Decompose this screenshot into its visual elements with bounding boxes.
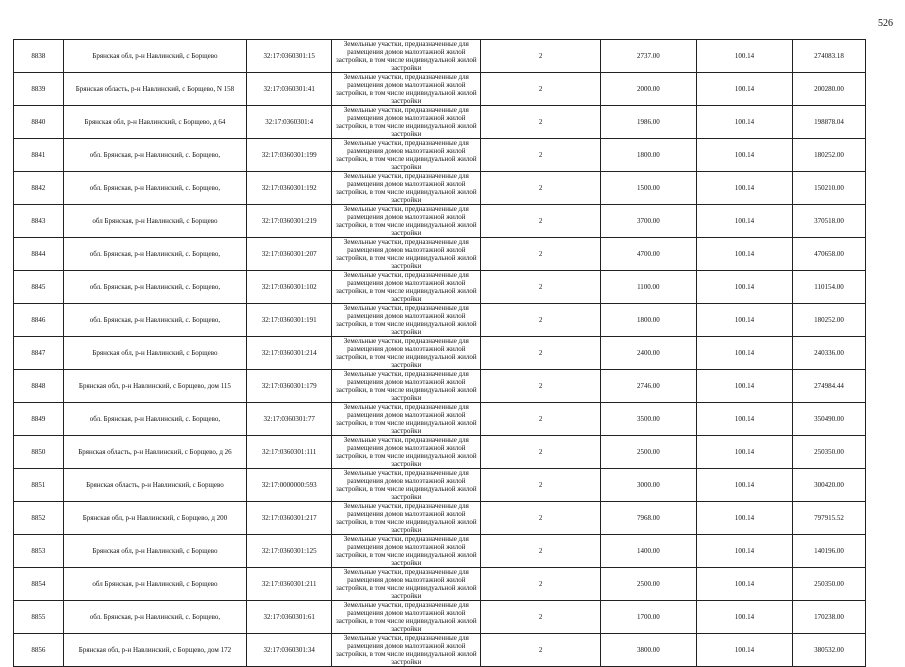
land-registry-table xyxy=(13,39,866,667)
page-number: 526 xyxy=(878,18,893,29)
address-cell: обл. Брянская, р-н Навлинский, с. Борщево, xyxy=(63,172,246,205)
row-number-cell: 8856 xyxy=(14,634,64,667)
cadastral-number-cell: 32:17:0360301:191 xyxy=(247,304,332,337)
cadastral-value-cell: 170238.00 xyxy=(793,601,866,634)
area-cell: 2746.00 xyxy=(600,370,696,403)
area-cell: 3800.00 xyxy=(600,634,696,667)
row-number-cell: 8852 xyxy=(14,502,64,535)
table-body xyxy=(14,40,866,667)
group-cell: 2 xyxy=(481,568,600,601)
table-row xyxy=(14,106,866,139)
cadastral-value-cell: 274984.44 xyxy=(793,370,866,403)
cadastral-number-cell: 32:17:0360301:211 xyxy=(247,568,332,601)
cadastral-value-cell: 150210.00 xyxy=(793,172,866,205)
table-row xyxy=(14,634,866,667)
land-category-cell: Земельные участки, предназначенные для размещения домов малоэтажной жилой застройки, в том числе индивидуальной жилой застройки xyxy=(332,271,481,304)
specific-value-cell: 100.14 xyxy=(696,403,792,436)
specific-value-cell: 100.14 xyxy=(696,238,792,271)
table-row xyxy=(14,436,866,469)
area-cell: 4700.00 xyxy=(600,238,696,271)
row-number-cell: 8848 xyxy=(14,370,64,403)
table-row xyxy=(14,205,866,238)
cadastral-value-cell: 140196.00 xyxy=(793,535,866,568)
address-cell: Брянская обл, р-н Навлинский, с Борщево xyxy=(63,40,246,73)
land-category-cell: Земельные участки, предназначенные для размещения домов малоэтажной жилой застройки, в том числе индивидуальной жилой застройки xyxy=(332,73,481,106)
area-cell: 1400.00 xyxy=(600,535,696,568)
row-number-cell: 8850 xyxy=(14,436,64,469)
specific-value-cell: 100.14 xyxy=(696,106,792,139)
row-number-cell: 8855 xyxy=(14,601,64,634)
cadastral-number-cell: 32:17:0000000:593 xyxy=(247,469,332,502)
group-cell: 2 xyxy=(481,601,600,634)
cadastral-number-cell: 32:17:0360301:219 xyxy=(247,205,332,238)
land-category-cell: Земельные участки, предназначенные для размещения домов малоэтажной жилой застройки, в том числе индивидуальной жилой застройки xyxy=(332,337,481,370)
address-cell: обл. Брянская, р-н Навлинский, с. Борщево, xyxy=(63,139,246,172)
specific-value-cell: 100.14 xyxy=(696,535,792,568)
address-cell: Брянская обл, р-н Навлинский, с Борщево, дом 115 xyxy=(63,370,246,403)
land-category-cell: Земельные участки, предназначенные для размещения домов малоэтажной жилой застройки, в том числе индивидуальной жилой застройки xyxy=(332,568,481,601)
cadastral-value-cell: 300420.00 xyxy=(793,469,866,502)
area-cell: 1700.00 xyxy=(600,601,696,634)
area-cell: 1986.00 xyxy=(600,106,696,139)
row-number-cell: 8849 xyxy=(14,403,64,436)
group-cell: 2 xyxy=(481,469,600,502)
address-cell: обл. Брянская, р-н Навлинский, с. Борщево, xyxy=(63,238,246,271)
land-category-cell: Земельные участки, предназначенные для размещения домов малоэтажной жилой застройки, в том числе индивидуальной жилой застройки xyxy=(332,469,481,502)
table-row xyxy=(14,172,866,205)
cadastral-number-cell: 32:17:0360301:102 xyxy=(247,271,332,304)
area-cell: 2000.00 xyxy=(600,73,696,106)
group-cell: 2 xyxy=(481,40,600,73)
cadastral-number-cell: 32:17:0360301:125 xyxy=(247,535,332,568)
cadastral-value-cell: 797915.52 xyxy=(793,502,866,535)
specific-value-cell: 100.14 xyxy=(696,601,792,634)
land-category-cell: Земельные участки, предназначенные для размещения домов малоэтажной жилой застройки, в том числе индивидуальной жилой застройки xyxy=(332,172,481,205)
cadastral-value-cell: 198878.04 xyxy=(793,106,866,139)
row-number-cell: 8842 xyxy=(14,172,64,205)
specific-value-cell: 100.14 xyxy=(696,502,792,535)
cadastral-number-cell: 32:17:0360301:34 xyxy=(247,634,332,667)
land-category-cell: Земельные участки, предназначенные для размещения домов малоэтажной жилой застройки, в том числе индивидуальной жилой застройки xyxy=(332,436,481,469)
specific-value-cell: 100.14 xyxy=(696,436,792,469)
cadastral-value-cell: 350490.00 xyxy=(793,403,866,436)
table-row xyxy=(14,271,866,304)
cadastral-value-cell: 200280.00 xyxy=(793,73,866,106)
specific-value-cell: 100.14 xyxy=(696,205,792,238)
table-row xyxy=(14,370,866,403)
group-cell: 2 xyxy=(481,634,600,667)
group-cell: 2 xyxy=(481,139,600,172)
land-category-cell: Земельные участки, предназначенные для размещения домов малоэтажной жилой застройки, в том числе индивидуальной жилой застройки xyxy=(332,601,481,634)
table-row xyxy=(14,40,866,73)
specific-value-cell: 100.14 xyxy=(696,469,792,502)
group-cell: 2 xyxy=(481,304,600,337)
area-cell: 2737.00 xyxy=(600,40,696,73)
specific-value-cell: 100.14 xyxy=(696,634,792,667)
cadastral-value-cell: 110154.00 xyxy=(793,271,866,304)
area-cell: 3500.00 xyxy=(600,403,696,436)
cadastral-value-cell: 380532.00 xyxy=(793,634,866,667)
row-number-cell: 8838 xyxy=(14,40,64,73)
land-category-cell: Земельные участки, предназначенные для размещения домов малоэтажной жилой застройки, в том числе индивидуальной жилой застройки xyxy=(332,370,481,403)
group-cell: 2 xyxy=(481,403,600,436)
row-number-cell: 8841 xyxy=(14,139,64,172)
address-cell: обл. Брянская, р-н Навлинский, с. Борщево, xyxy=(63,403,246,436)
group-cell: 2 xyxy=(481,106,600,139)
cadastral-number-cell: 32:17:0360301:77 xyxy=(247,403,332,436)
address-cell: обл. Брянская, р-н Навлинский, с. Борщево, xyxy=(63,601,246,634)
cadastral-number-cell: 32:17:0360301:207 xyxy=(247,238,332,271)
specific-value-cell: 100.14 xyxy=(696,73,792,106)
cadastral-value-cell: 180252.00 xyxy=(793,139,866,172)
address-cell: Брянская область, р-н Навлинский, с Борщево xyxy=(63,469,246,502)
group-cell: 2 xyxy=(481,73,600,106)
table-row xyxy=(14,601,866,634)
table-row xyxy=(14,535,866,568)
table-row xyxy=(14,337,866,370)
cadastral-value-cell: 240336.00 xyxy=(793,337,866,370)
row-number-cell: 8847 xyxy=(14,337,64,370)
table-row xyxy=(14,502,866,535)
cadastral-number-cell: 32:17:0360301:61 xyxy=(247,601,332,634)
address-cell: Брянская обл, р-н Навлинский, с Борщево, дом 172 xyxy=(63,634,246,667)
group-cell: 2 xyxy=(481,172,600,205)
cadastral-value-cell: 180252.00 xyxy=(793,304,866,337)
area-cell: 1500.00 xyxy=(600,172,696,205)
cadastral-number-cell: 32:17:0360301:192 xyxy=(247,172,332,205)
specific-value-cell: 100.14 xyxy=(696,172,792,205)
cadastral-value-cell: 470658.00 xyxy=(793,238,866,271)
group-cell: 2 xyxy=(481,337,600,370)
area-cell: 1800.00 xyxy=(600,304,696,337)
cadastral-number-cell: 32:17:0360301:214 xyxy=(247,337,332,370)
table-row xyxy=(14,469,866,502)
area-cell: 3000.00 xyxy=(600,469,696,502)
address-cell: обл Брянская, р-н Навлинский, с Борщево xyxy=(63,568,246,601)
row-number-cell: 8854 xyxy=(14,568,64,601)
group-cell: 2 xyxy=(481,238,600,271)
group-cell: 2 xyxy=(481,370,600,403)
group-cell: 2 xyxy=(481,436,600,469)
cadastral-number-cell: 32:17:0360301:15 xyxy=(247,40,332,73)
area-cell: 2500.00 xyxy=(600,436,696,469)
specific-value-cell: 100.14 xyxy=(696,271,792,304)
table-row xyxy=(14,73,866,106)
row-number-cell: 8840 xyxy=(14,106,64,139)
cadastral-number-cell: 32:17:0360301:199 xyxy=(247,139,332,172)
land-category-cell: Земельные участки, предназначенные для размещения домов малоэтажной жилой застройки, в том числе индивидуальной жилой застройки xyxy=(332,106,481,139)
address-cell: обл. Брянская, р-н Навлинский, с. Борщево, xyxy=(63,304,246,337)
land-category-cell: Земельные участки, предназначенные для размещения домов малоэтажной жилой застройки, в том числе индивидуальной жилой застройки xyxy=(332,535,481,568)
specific-value-cell: 100.14 xyxy=(696,370,792,403)
row-number-cell: 8846 xyxy=(14,304,64,337)
group-cell: 2 xyxy=(481,271,600,304)
cadastral-value-cell: 274083.18 xyxy=(793,40,866,73)
land-category-cell: Земельные участки, предназначенные для размещения домов малоэтажной жилой застройки, в том числе индивидуальной жилой застройки xyxy=(332,403,481,436)
specific-value-cell: 100.14 xyxy=(696,139,792,172)
land-category-cell: Земельные участки, предназначенные для размещения домов малоэтажной жилой застройки, в том числе индивидуальной жилой застройки xyxy=(332,634,481,667)
table-row xyxy=(14,403,866,436)
address-cell: обл Брянская, р-н Навлинский, с Борщево xyxy=(63,205,246,238)
address-cell: Брянская обл, р-н Навлинский, с Борщево xyxy=(63,535,246,568)
group-cell: 2 xyxy=(481,205,600,238)
group-cell: 2 xyxy=(481,502,600,535)
land-category-cell: Земельные участки, предназначенные для размещения домов малоэтажной жилой застройки, в том числе индивидуальной жилой застройки xyxy=(332,139,481,172)
address-cell: обл. Брянская, р-н Навлинский, с. Борщево, xyxy=(63,271,246,304)
area-cell: 7968.00 xyxy=(600,502,696,535)
land-category-cell: Земельные участки, предназначенные для размещения домов малоэтажной жилой застройки, в том числе индивидуальной жилой застройки xyxy=(332,304,481,337)
specific-value-cell: 100.14 xyxy=(696,40,792,73)
land-category-cell: Земельные участки, предназначенные для размещения домов малоэтажной жилой застройки, в том числе индивидуальной жилой застройки xyxy=(332,205,481,238)
area-cell: 2500.00 xyxy=(600,568,696,601)
table-row xyxy=(14,304,866,337)
address-cell: Брянская обл, р-н Навлинский, с Борщево, д 200 xyxy=(63,502,246,535)
address-cell: Брянская область, р-н Навлинский, с Борщево, N 158 xyxy=(63,73,246,106)
table-row xyxy=(14,238,866,271)
specific-value-cell: 100.14 xyxy=(696,337,792,370)
group-cell: 2 xyxy=(481,535,600,568)
area-cell: 3700.00 xyxy=(600,205,696,238)
row-number-cell: 8845 xyxy=(14,271,64,304)
table-row xyxy=(14,139,866,172)
cadastral-value-cell: 250350.00 xyxy=(793,436,866,469)
cadastral-number-cell: 32:17:0360301:41 xyxy=(247,73,332,106)
address-cell: Брянская обл, р-н Навлинский, с Борщево xyxy=(63,337,246,370)
cadastral-number-cell: 32:17:0360301:217 xyxy=(247,502,332,535)
specific-value-cell: 100.14 xyxy=(696,568,792,601)
row-number-cell: 8853 xyxy=(14,535,64,568)
address-cell: Брянская область, р-н Навлинский, с Борщево, д 26 xyxy=(63,436,246,469)
land-category-cell: Земельные участки, предназначенные для размещения домов малоэтажной жилой застройки, в том числе индивидуальной жилой застройки xyxy=(332,40,481,73)
row-number-cell: 8844 xyxy=(14,238,64,271)
area-cell: 1100.00 xyxy=(600,271,696,304)
row-number-cell: 8843 xyxy=(14,205,64,238)
cadastral-value-cell: 250350.00 xyxy=(793,568,866,601)
address-cell: Брянская обл, р-н Навлинский, с Борщево, д 64 xyxy=(63,106,246,139)
cadastral-value-cell: 370518.00 xyxy=(793,205,866,238)
row-number-cell: 8851 xyxy=(14,469,64,502)
cadastral-number-cell: 32:17:0360301:111 xyxy=(247,436,332,469)
cadastral-number-cell: 32:17:0360301:4 xyxy=(247,106,332,139)
specific-value-cell: 100.14 xyxy=(696,304,792,337)
row-number-cell: 8839 xyxy=(14,73,64,106)
area-cell: 1800.00 xyxy=(600,139,696,172)
land-category-cell: Земельные участки, предназначенные для размещения домов малоэтажной жилой застройки, в том числе индивидуальной жилой застройки xyxy=(332,238,481,271)
land-category-cell: Земельные участки, предназначенные для размещения домов малоэтажной жилой застройки, в том числе индивидуальной жилой застройки xyxy=(332,502,481,535)
cadastral-number-cell: 32:17:0360301:179 xyxy=(247,370,332,403)
table-row xyxy=(14,568,866,601)
area-cell: 2400.00 xyxy=(600,337,696,370)
